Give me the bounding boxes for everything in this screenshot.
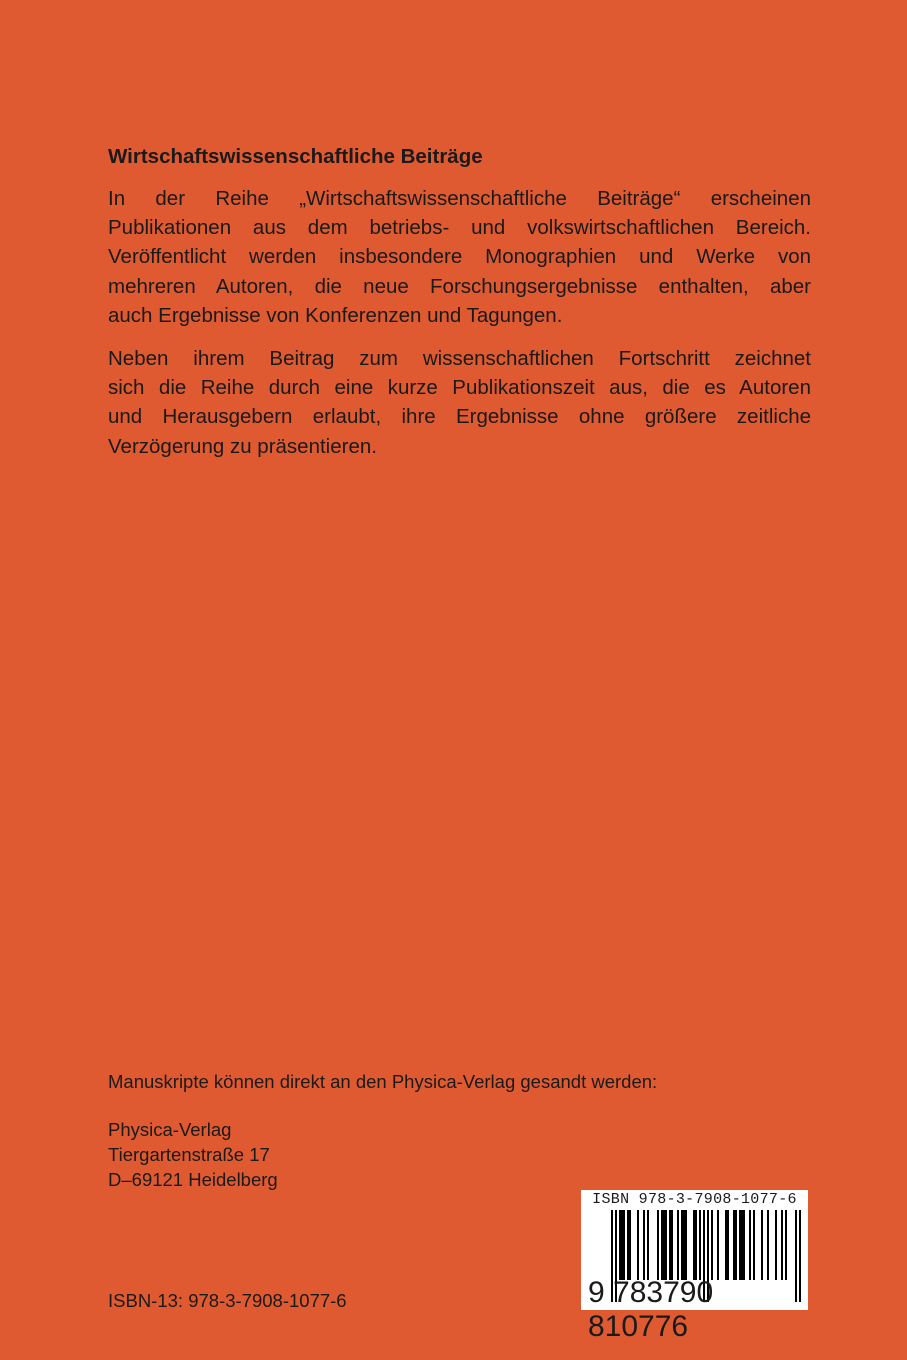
text-line: Publikationen aus dem betriebs- und volkswirtschaftlichen Bereich.: [108, 216, 811, 240]
barcode-bar: [725, 1210, 727, 1280]
barcode-bar: [647, 1210, 649, 1280]
barcode-bar: [629, 1210, 631, 1280]
barcode-bar: [693, 1210, 695, 1280]
text-line: auch Ergebnisse von Konferenzen und Tagungen.: [108, 303, 563, 327]
barcode-digits: 9 783790 810776: [588, 1276, 714, 1343]
barcode-bar: [665, 1210, 667, 1280]
barcode-bar: [749, 1210, 751, 1280]
barcode-bar: [683, 1210, 685, 1280]
series-title: Wirtschaftswissenschaftliche Beiträge: [108, 145, 483, 168]
barcode-bar: [727, 1210, 729, 1280]
barcode-bar: [781, 1210, 783, 1280]
barcode-bar: [699, 1210, 701, 1280]
barcode-bar: [767, 1210, 769, 1280]
barcode-bar: [739, 1210, 741, 1280]
barcode-bar: [711, 1210, 713, 1280]
barcode-bar: [733, 1210, 735, 1280]
text-line: Neben ihrem Beitrag zum wissenschaftlichen Fortschritt zeichnet: [108, 347, 811, 370]
text-line: sich die Reihe durch eine kurze Publikationszeit aus, die es Autoren: [108, 376, 811, 400]
barcode-bar: [643, 1210, 645, 1280]
barcode-bar: [785, 1210, 787, 1280]
barcode-bar: [663, 1210, 665, 1280]
barcode-isbn-header: ISBN 978-3-7908-1077-6: [592, 1191, 797, 1208]
isbn-barcode: [581, 1190, 808, 1343]
text-line: In der Reihe „Wirtschaftswissenschaftliche Beiträge“ erscheinen: [108, 187, 811, 210]
barcode-bar: [619, 1210, 621, 1280]
description-paragraph-2: [108, 344, 811, 461]
barcode-bar: [761, 1210, 763, 1280]
barcode-bar: [621, 1210, 623, 1280]
barcode-bar: [669, 1210, 671, 1280]
barcode-bar: [661, 1210, 663, 1280]
isbn-label: ISBN-13: 978-3-7908-1077-6: [108, 1290, 347, 1311]
barcode-bar: [741, 1210, 743, 1280]
barcode-bar: [671, 1210, 673, 1280]
description-paragraph-1: [108, 184, 811, 330]
barcode-bar: [657, 1210, 659, 1280]
address-line: D–69121 Heidelberg: [108, 1169, 278, 1190]
text-line: Veröffentlicht werden insbesondere Monographien und Werke von: [108, 245, 811, 269]
barcode-bar: [735, 1210, 737, 1280]
text-line: Verzögerung zu präsentieren.: [108, 434, 377, 458]
barcode-bar: [677, 1210, 679, 1280]
barcode-bar: [627, 1210, 629, 1280]
barcode-bar: [743, 1210, 745, 1280]
address-line: Physica-Verlag: [108, 1119, 232, 1140]
text-line: und Herausgebern erlaubt, ihre Ergebnisse ohne größere zeitliche: [108, 405, 811, 429]
barcode-bar: [717, 1210, 719, 1280]
barcode-bar: [685, 1210, 687, 1280]
barcode-bar: [753, 1210, 755, 1280]
address-line: Tiergartenstraße 17: [108, 1144, 270, 1165]
barcode-bar: [695, 1210, 697, 1280]
barcode-bar: [637, 1210, 639, 1280]
publisher-address: [108, 1117, 278, 1192]
text-line: mehreren Autoren, die neue Forschungsergebnisse enthalten, aber: [108, 274, 811, 298]
barcode-bar: [775, 1210, 777, 1280]
barcode-bar: [681, 1210, 683, 1280]
submission-note: Manuskripte können direkt an den Physica-Verlag gesandt werden:: [108, 1071, 658, 1092]
barcode-bar: [623, 1210, 625, 1280]
